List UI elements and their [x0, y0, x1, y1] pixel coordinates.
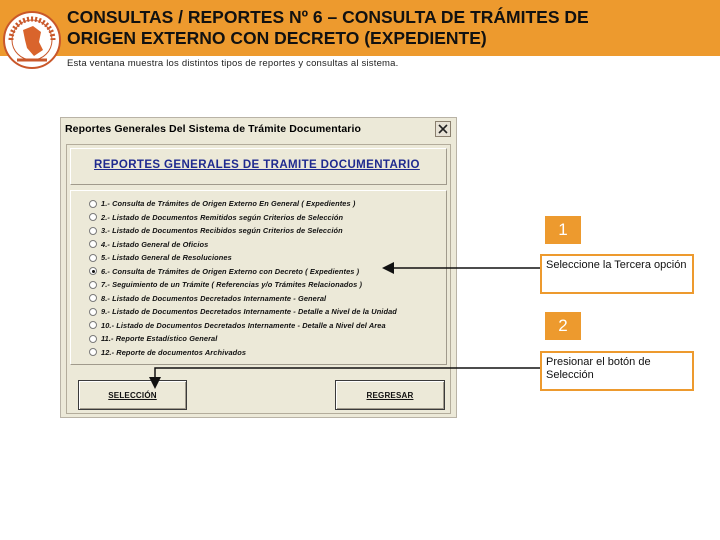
option-label: 5.- Listado General de Resoluciones — [101, 253, 232, 262]
option-label: 3.- Listado de Documentos Recibidos según Criterios de Selección — [101, 226, 343, 235]
option-label: 6.- Consulta de Trámites de Origen Externo con Decreto ( Expedientes ) — [101, 266, 360, 276]
page-subtitle: Esta ventana muestra los distintos tipos de reportes y consultas al sistema. — [67, 58, 399, 69]
option-2[interactable] — [89, 211, 343, 224]
option-label: 2.- Listado de Documentos Remitidos según Criterios de Selección — [101, 212, 344, 222]
option-label: 7.- Seguimiento de un Trámite ( Referencias y/o Trámites Relacionados ) — [101, 280, 363, 289]
option-4[interactable] — [89, 238, 208, 251]
option-label: 10.- Listado de Documentos Decretados Internamente - Detalle a Nivel del Area — [101, 320, 386, 330]
radio-button[interactable] — [89, 308, 97, 316]
option-label: 9.- Listado de Documentos Decretados Internamente - Detalle a Nivel de la Unidad — [101, 307, 397, 316]
options-frame — [70, 190, 447, 365]
option-label: 1.- Consulta de Trámites de Origen Externo En General ( Expedientes ) — [101, 199, 356, 208]
radio-button[interactable] — [89, 254, 97, 262]
option-label: 11.- Reporte Estadístico General — [101, 334, 218, 343]
institution-seal-logo — [3, 2, 61, 74]
option-11[interactable] — [89, 332, 217, 345]
dialog-panel — [66, 144, 451, 414]
select-button-label: SELECCIÓN — [108, 390, 157, 400]
radio-button[interactable] — [89, 281, 97, 289]
dialog-titlebar[interactable] — [61, 118, 456, 142]
radio-button[interactable] — [89, 294, 97, 302]
step-number: 1 — [558, 220, 568, 239]
reports-dialog — [60, 117, 457, 418]
radio-button[interactable] — [89, 213, 97, 221]
option-label: 8.- Listado de Documentos Decretados Internamente - General — [101, 293, 327, 303]
option-3[interactable] — [89, 224, 343, 237]
step-1-note: Seleccione la Tercera opción — [540, 254, 694, 294]
report-heading: REPORTES GENERALES DE TRAMITE DOCUMENTARIO — [94, 159, 420, 171]
option-5[interactable] — [89, 251, 232, 264]
step-2-badge — [545, 312, 581, 340]
option-8[interactable] — [89, 292, 326, 305]
option-6[interactable] — [89, 265, 359, 278]
step-1-badge — [545, 216, 581, 244]
radio-button[interactable] — [89, 321, 97, 329]
option-12[interactable] — [89, 346, 246, 359]
option-label: 4.- Listado General de Oficios — [101, 239, 209, 249]
step-number: 2 — [558, 316, 568, 335]
radio-button[interactable] — [89, 240, 97, 248]
radio-button-selected[interactable] — [89, 267, 97, 275]
page-title: CONSULTAS / REPORTES Nº 6 – CONSULTA DE TRÁMITES DE ORIGEN EXTERNO CON DECRETO (EXPEDIENTE) — [67, 7, 589, 48]
heading-frame — [70, 148, 447, 185]
option-10[interactable] — [89, 319, 386, 332]
option-1[interactable] — [89, 197, 355, 210]
option-7[interactable] — [89, 278, 362, 291]
select-button[interactable] — [78, 380, 187, 410]
step-2-note: Presionar el botón de Selección — [540, 351, 694, 391]
option-9[interactable] — [89, 305, 397, 318]
close-icon — [438, 124, 448, 134]
radio-button[interactable] — [89, 200, 97, 208]
back-button[interactable] — [335, 380, 445, 410]
radio-button[interactable] — [89, 335, 97, 343]
option-label: 12.- Reporte de documentos Archivados — [101, 347, 247, 357]
radio-button[interactable] — [89, 227, 97, 235]
radio-button[interactable] — [89, 348, 97, 356]
dialog-title: Reportes Generales Del Sistema de Trámite Documentario — [65, 123, 362, 135]
close-button[interactable] — [435, 121, 451, 137]
back-button-label: REGRESAR — [366, 390, 414, 400]
